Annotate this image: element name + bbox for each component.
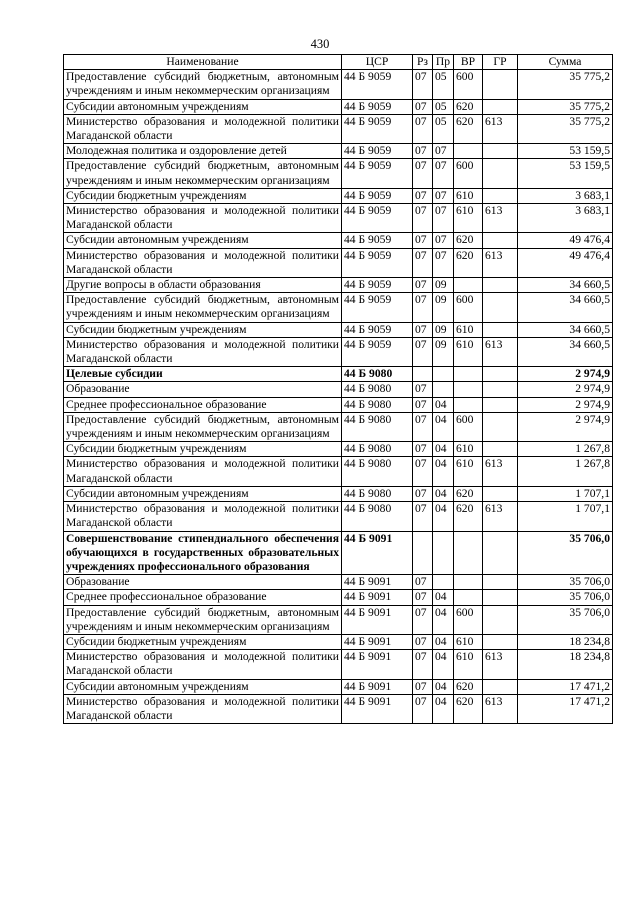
- cell-rz: 07: [413, 634, 433, 649]
- header-pr: Пр: [433, 55, 454, 70]
- cell-rz: 07: [413, 144, 433, 159]
- cell-gr: [483, 486, 518, 501]
- cell-sum: 35 775,2: [518, 99, 613, 114]
- cell-csr: 44 Б 9080: [342, 367, 413, 382]
- cell-pr: [433, 531, 454, 575]
- cell-rz: 07: [413, 442, 433, 457]
- cell-csr: 44 Б 9080: [342, 382, 413, 397]
- table-row: [64, 679, 613, 694]
- cell-vr: 610: [454, 204, 483, 233]
- cell-vr: [454, 367, 483, 382]
- table-row: [64, 634, 613, 649]
- cell-csr: 44 Б 9059: [342, 99, 413, 114]
- table-row: [64, 486, 613, 501]
- table-row: [64, 337, 613, 366]
- cell-rz: 07: [413, 99, 433, 114]
- cell-rz: 07: [413, 650, 433, 679]
- cell-vr: [454, 575, 483, 590]
- cell-sum: 34 660,5: [518, 337, 613, 366]
- cell-pr: 05: [433, 99, 454, 114]
- table-row: [64, 367, 613, 382]
- cell-vr: 610: [454, 457, 483, 486]
- cell-vr: 620: [454, 114, 483, 143]
- cell-vr: [454, 382, 483, 397]
- cell-gr: 613: [483, 248, 518, 277]
- cell-gr: [483, 144, 518, 159]
- cell-gr: 613: [483, 457, 518, 486]
- cell-name: Предоставление субсидий бюджетным, автономным учреждениям и иным некоммерческим организациям: [64, 159, 342, 188]
- cell-csr: 44 Б 9059: [342, 293, 413, 322]
- cell-pr: 04: [433, 457, 454, 486]
- cell-sum: 35 706,0: [518, 575, 613, 590]
- cell-sum: 34 660,5: [518, 322, 613, 337]
- cell-vr: 600: [454, 159, 483, 188]
- cell-sum: 3 683,1: [518, 188, 613, 203]
- cell-gr: [483, 412, 518, 441]
- cell-sum: 34 660,5: [518, 293, 613, 322]
- cell-rz: 07: [413, 159, 433, 188]
- cell-rz: 07: [413, 337, 433, 366]
- cell-csr: 44 Б 9091: [342, 634, 413, 649]
- cell-sum: 53 159,5: [518, 144, 613, 159]
- table-row: [64, 233, 613, 248]
- cell-name: Субсидии бюджетным учреждениям: [64, 188, 342, 203]
- cell-sum: 1 707,1: [518, 486, 613, 501]
- cell-csr: 44 Б 9091: [342, 605, 413, 634]
- cell-rz: 07: [413, 590, 433, 605]
- cell-gr: [483, 442, 518, 457]
- cell-csr: 44 Б 9059: [342, 144, 413, 159]
- cell-rz: 07: [413, 248, 433, 277]
- cell-sum: 2 974,9: [518, 367, 613, 382]
- cell-csr: 44 Б 9059: [342, 70, 413, 99]
- cell-sum: 49 476,4: [518, 248, 613, 277]
- cell-name: Целевые субсидии: [64, 367, 342, 382]
- cell-sum: 1 267,8: [518, 442, 613, 457]
- cell-vr: [454, 531, 483, 575]
- cell-rz: [413, 531, 433, 575]
- cell-csr: 44 Б 9059: [342, 337, 413, 366]
- cell-gr: [483, 575, 518, 590]
- cell-rz: 07: [413, 694, 433, 723]
- cell-sum: 49 476,4: [518, 233, 613, 248]
- table-row: [64, 590, 613, 605]
- cell-name: Предоставление субсидий бюджетным, автономным учреждениям и иным некоммерческим организациям: [64, 70, 342, 99]
- cell-name: Предоставление субсидий бюджетным, автономным учреждениям и иным некоммерческим организациям: [64, 412, 342, 441]
- cell-sum: 35 706,0: [518, 590, 613, 605]
- cell-sum: 1 267,8: [518, 457, 613, 486]
- cell-pr: [433, 367, 454, 382]
- table-row: [64, 382, 613, 397]
- budget-table: [63, 54, 613, 724]
- cell-pr: 07: [433, 144, 454, 159]
- header-row: [64, 55, 613, 70]
- table-row: [64, 531, 613, 575]
- table-row: [64, 114, 613, 143]
- cell-csr: 44 Б 9091: [342, 679, 413, 694]
- cell-gr: [483, 322, 518, 337]
- cell-pr: 04: [433, 590, 454, 605]
- cell-gr: [483, 278, 518, 293]
- cell-gr: [483, 605, 518, 634]
- cell-name: Субсидии бюджетным учреждениям: [64, 442, 342, 457]
- cell-vr: 620: [454, 502, 483, 531]
- table-row: [64, 188, 613, 203]
- cell-csr: 44 Б 9059: [342, 248, 413, 277]
- table-row: [64, 144, 613, 159]
- cell-rz: 07: [413, 679, 433, 694]
- cell-vr: 610: [454, 442, 483, 457]
- cell-csr: 44 Б 9080: [342, 486, 413, 501]
- header-name: Наименование: [64, 55, 342, 70]
- cell-rz: 07: [413, 233, 433, 248]
- cell-pr: 04: [433, 486, 454, 501]
- cell-vr: 600: [454, 293, 483, 322]
- cell-sum: 34 660,5: [518, 278, 613, 293]
- table-row: [64, 204, 613, 233]
- cell-sum: 2 974,9: [518, 397, 613, 412]
- cell-csr: 44 Б 9091: [342, 531, 413, 575]
- cell-csr: 44 Б 9080: [342, 442, 413, 457]
- cell-name: Субсидии бюджетным учреждениям: [64, 322, 342, 337]
- cell-name: Субсидии автономным учреждениям: [64, 233, 342, 248]
- cell-name: Министерство образования и молодежной политики Магаданской области: [64, 248, 342, 277]
- cell-pr: 09: [433, 293, 454, 322]
- cell-rz: 07: [413, 278, 433, 293]
- cell-gr: 613: [483, 650, 518, 679]
- cell-pr: 07: [433, 233, 454, 248]
- cell-csr: 44 Б 9091: [342, 575, 413, 590]
- cell-pr: 05: [433, 114, 454, 143]
- cell-name: Молодежная политика и оздоровление детей: [64, 144, 342, 159]
- table-row: [64, 397, 613, 412]
- cell-rz: 07: [413, 322, 433, 337]
- cell-csr: 44 Б 9059: [342, 278, 413, 293]
- table-row: [64, 159, 613, 188]
- table-row: [64, 99, 613, 114]
- cell-name: Субсидии автономным учреждениям: [64, 99, 342, 114]
- cell-name: Министерство образования и молодежной политики Магаданской области: [64, 694, 342, 723]
- cell-name: Министерство образования и молодежной политики Магаданской области: [64, 114, 342, 143]
- table-row: [64, 575, 613, 590]
- cell-csr: 44 Б 9059: [342, 233, 413, 248]
- cell-name: Образование: [64, 382, 342, 397]
- cell-sum: 18 234,8: [518, 650, 613, 679]
- cell-pr: 07: [433, 159, 454, 188]
- cell-rz: 07: [413, 605, 433, 634]
- cell-gr: [483, 99, 518, 114]
- cell-name: Другие вопросы в области образования: [64, 278, 342, 293]
- cell-rz: 07: [413, 502, 433, 531]
- header-gr: ГР: [483, 55, 518, 70]
- cell-csr: 44 Б 9059: [342, 204, 413, 233]
- cell-vr: 610: [454, 634, 483, 649]
- cell-name: Среднее профессиональное образование: [64, 397, 342, 412]
- header-sum: Сумма: [518, 55, 613, 70]
- cell-vr: 620: [454, 694, 483, 723]
- cell-rz: 07: [413, 382, 433, 397]
- table-row: [64, 605, 613, 634]
- cell-csr: 44 Б 9080: [342, 412, 413, 441]
- cell-csr: 44 Б 9059: [342, 114, 413, 143]
- cell-csr: 44 Б 9080: [342, 457, 413, 486]
- cell-sum: 2 974,9: [518, 412, 613, 441]
- cell-name: Министерство образования и молодежной политики Магаданской области: [64, 650, 342, 679]
- cell-gr: 613: [483, 114, 518, 143]
- cell-name: Субсидии автономным учреждениям: [64, 679, 342, 694]
- cell-vr: 620: [454, 248, 483, 277]
- cell-vr: 600: [454, 70, 483, 99]
- cell-gr: [483, 159, 518, 188]
- cell-pr: 04: [433, 650, 454, 679]
- cell-pr: 07: [433, 204, 454, 233]
- table-row: [64, 412, 613, 441]
- header-rz: Рз: [413, 55, 433, 70]
- cell-vr: 610: [454, 337, 483, 366]
- cell-name: Среднее профессиональное образование: [64, 590, 342, 605]
- cell-pr: 05: [433, 70, 454, 99]
- cell-csr: 44 Б 9091: [342, 590, 413, 605]
- cell-sum: 3 683,1: [518, 204, 613, 233]
- table-row: [64, 694, 613, 723]
- cell-pr: 04: [433, 605, 454, 634]
- cell-gr: [483, 188, 518, 203]
- table-row: [64, 322, 613, 337]
- cell-name: Министерство образования и молодежной политики Магаданской области: [64, 337, 342, 366]
- cell-csr: 44 Б 9080: [342, 502, 413, 531]
- cell-vr: 620: [454, 679, 483, 694]
- cell-pr: 09: [433, 278, 454, 293]
- cell-gr: 613: [483, 502, 518, 531]
- cell-sum: 35 775,2: [518, 114, 613, 143]
- cell-gr: 613: [483, 337, 518, 366]
- cell-name: Субсидии автономным учреждениям: [64, 486, 342, 501]
- cell-csr: 44 Б 9059: [342, 322, 413, 337]
- cell-name: Образование: [64, 575, 342, 590]
- cell-rz: 07: [413, 457, 433, 486]
- header-vr: ВР: [454, 55, 483, 70]
- cell-name: Субсидии бюджетным учреждениям: [64, 634, 342, 649]
- cell-pr: 07: [433, 188, 454, 203]
- cell-rz: 07: [413, 188, 433, 203]
- table-row: [64, 70, 613, 99]
- cell-name: Министерство образования и молодежной политики Магаданской области: [64, 204, 342, 233]
- table-row: [64, 278, 613, 293]
- cell-pr: 04: [433, 397, 454, 412]
- table-row: [64, 650, 613, 679]
- cell-vr: 600: [454, 605, 483, 634]
- cell-gr: [483, 531, 518, 575]
- cell-pr: 09: [433, 322, 454, 337]
- cell-gr: [483, 397, 518, 412]
- cell-vr: 610: [454, 650, 483, 679]
- cell-vr: [454, 397, 483, 412]
- cell-sum: 35 706,0: [518, 531, 613, 575]
- table-row: [64, 442, 613, 457]
- cell-name: Предоставление субсидий бюджетным, автономным учреждениям и иным некоммерческим организациям: [64, 605, 342, 634]
- cell-name: Министерство образования и молодежной политики Магаданской области: [64, 502, 342, 531]
- cell-sum: 2 974,9: [518, 382, 613, 397]
- cell-vr: 620: [454, 486, 483, 501]
- cell-vr: 620: [454, 233, 483, 248]
- cell-sum: 17 471,2: [518, 694, 613, 723]
- cell-vr: [454, 144, 483, 159]
- cell-gr: [483, 367, 518, 382]
- cell-gr: 613: [483, 694, 518, 723]
- cell-rz: 07: [413, 70, 433, 99]
- cell-sum: 18 234,8: [518, 634, 613, 649]
- cell-rz: 07: [413, 114, 433, 143]
- cell-pr: 04: [433, 412, 454, 441]
- cell-csr: 44 Б 9059: [342, 159, 413, 188]
- cell-gr: [483, 233, 518, 248]
- cell-pr: 04: [433, 634, 454, 649]
- page-number: 430: [310, 37, 330, 51]
- cell-rz: 07: [413, 575, 433, 590]
- cell-vr: 600: [454, 412, 483, 441]
- table-row: [64, 502, 613, 531]
- cell-gr: [483, 382, 518, 397]
- cell-vr: 620: [454, 99, 483, 114]
- cell-csr: 44 Б 9080: [342, 397, 413, 412]
- cell-rz: 07: [413, 486, 433, 501]
- header-csr: ЦСР: [342, 55, 413, 70]
- cell-gr: [483, 70, 518, 99]
- cell-pr: 07: [433, 248, 454, 277]
- table-row: [64, 457, 613, 486]
- cell-pr: 09: [433, 337, 454, 366]
- table-body: [64, 70, 613, 724]
- cell-rz: 07: [413, 397, 433, 412]
- cell-pr: 04: [433, 694, 454, 723]
- cell-sum: 35 706,0: [518, 605, 613, 634]
- table-row: [64, 293, 613, 322]
- cell-pr: 04: [433, 502, 454, 531]
- cell-pr: [433, 575, 454, 590]
- cell-name: Министерство образования и молодежной политики Магаданской области: [64, 457, 342, 486]
- cell-pr: 04: [433, 679, 454, 694]
- table-header: [64, 55, 613, 70]
- cell-gr: [483, 679, 518, 694]
- cell-name: Предоставление субсидий бюджетным, автономным учреждениям и иным некоммерческим организациям: [64, 293, 342, 322]
- cell-gr: [483, 293, 518, 322]
- cell-gr: 613: [483, 204, 518, 233]
- cell-gr: [483, 590, 518, 605]
- cell-vr: [454, 278, 483, 293]
- cell-sum: 1 707,1: [518, 502, 613, 531]
- cell-vr: [454, 590, 483, 605]
- cell-rz: 07: [413, 204, 433, 233]
- cell-vr: 610: [454, 322, 483, 337]
- cell-sum: 17 471,2: [518, 679, 613, 694]
- cell-sum: 53 159,5: [518, 159, 613, 188]
- cell-vr: 610: [454, 188, 483, 203]
- cell-rz: 07: [413, 293, 433, 322]
- cell-sum: 35 775,2: [518, 70, 613, 99]
- cell-csr: 44 Б 9059: [342, 188, 413, 203]
- cell-rz: [413, 367, 433, 382]
- cell-rz: 07: [413, 412, 433, 441]
- cell-pr: [433, 382, 454, 397]
- cell-pr: 04: [433, 442, 454, 457]
- cell-csr: 44 Б 9091: [342, 694, 413, 723]
- cell-name: Совершенствование стипендиального обеспечения обучающихся в государственных образовательных учреждениях профессионального образования: [64, 531, 342, 575]
- cell-gr: [483, 634, 518, 649]
- cell-csr: 44 Б 9091: [342, 650, 413, 679]
- table-row: [64, 248, 613, 277]
